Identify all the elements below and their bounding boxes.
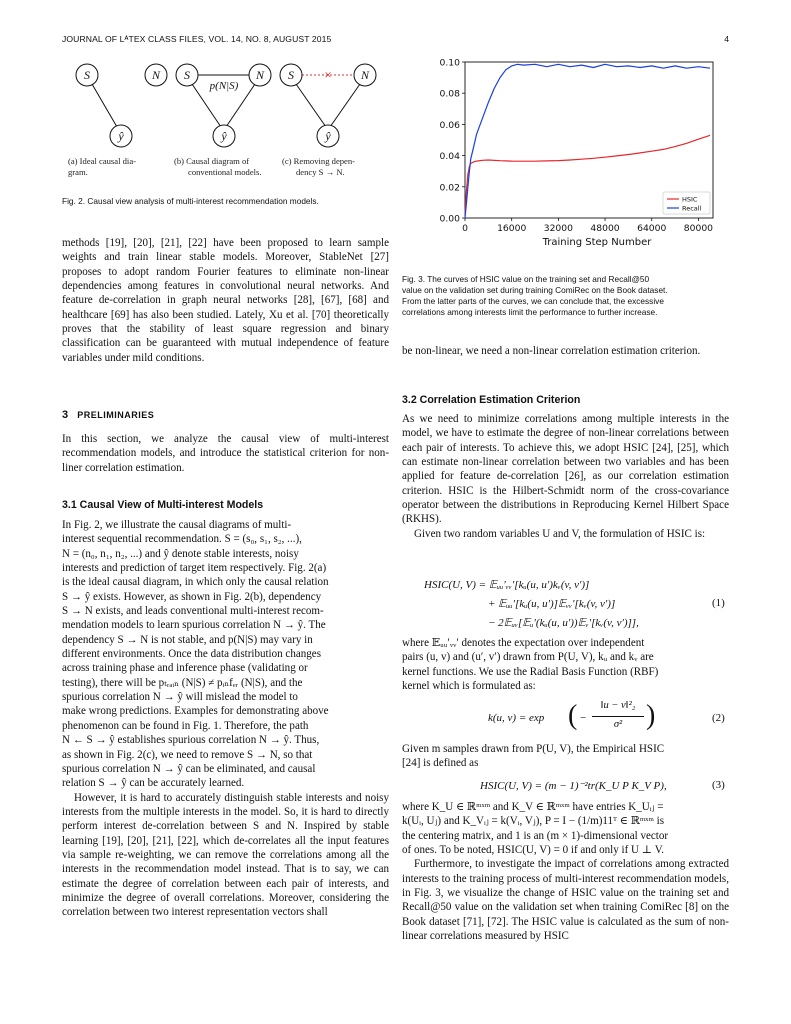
equation-2-open-paren: ( <box>568 700 578 731</box>
p31a-line: phenomenon can be found in Fig. 1. Therefore, the path <box>62 719 309 732</box>
subcaption-a-line2: gram. <box>68 167 88 177</box>
figure-2 <box>62 58 389 218</box>
page-number: 4 <box>724 34 729 44</box>
p31a-line: S → ŷ exists. However, as shown in Fig. 2(b), dependency <box>62 590 322 603</box>
continued-paragraph: be non-linear, we need a non-linear correlation estimation criterion. <box>402 345 701 357</box>
figure-3-caption-line: value on the validation set during training ComiRec on the Book dataset. <box>402 285 668 295</box>
node-a-y-label: ŷ <box>118 129 124 143</box>
x-tick-label: 64000 <box>637 223 667 234</box>
p31a-line: testing), there will be pₜᵣₐᵢₙ (N|S) ≠ pᵢₙfₑᵣ (N|S), and the <box>62 676 303 689</box>
node-b-n-label: N <box>255 68 265 82</box>
x-tick-label: 48000 <box>590 223 620 234</box>
node-a-n-label: N <box>151 68 161 82</box>
y-tick-label: 0.06 <box>439 119 460 131</box>
equation-3-number: (3) <box>712 779 725 791</box>
equation-2-fraction <box>568 698 658 738</box>
equation-2-fraction-bar <box>592 716 644 717</box>
figure-3-caption-line: From the latter parts of the curves, we can conclude that, the excessive <box>402 296 664 306</box>
p31a-line: N ← S → ŷ establishes spurious correlation N → ŷ. Thus, <box>62 734 320 747</box>
equation-1-line-3: − 2𝔼ᵤᵥ[𝔼ᵤ′(kᵤ(u, u′))𝔼ᵥ′[kᵥ(v, v′)]], <box>488 617 639 629</box>
node-b-s-label: S <box>184 68 190 82</box>
edge-c-s-y <box>296 84 326 127</box>
x-tick-label: 16000 <box>497 223 527 234</box>
empirical-hsic-line: [24] is defined as <box>402 757 479 770</box>
node-a-s-label: S <box>84 68 90 82</box>
equation-2-numerator: ‖u − v‖²₂ <box>600 700 636 711</box>
x-tick-label: 32000 <box>543 223 573 234</box>
node-b-y-label: ŷ <box>221 129 227 143</box>
p31a-line: across training phase and inference phase (validating or <box>62 662 308 675</box>
subcaption-b-line2: conventional models. <box>188 167 262 177</box>
matrix-definition-line: where K_U ∈ ℝᵐˣᵐ and K_V ∈ ℝᵐˣᵐ have entries K_Uᵢⱼ = <box>402 801 664 813</box>
y-tick-label: 0.00 <box>439 213 460 225</box>
equation-1-line-2: + 𝔼ᵤᵤ′[kᵤ(u, u′)]𝔼ᵥᵥ′[kᵥ(v, v′)] <box>488 598 616 610</box>
empirical-hsic-intro <box>402 742 729 771</box>
p31a-line: S → N exists, and leads conventional multi-interest recom- <box>62 605 324 618</box>
x-axis-label: Training Step Number <box>542 237 652 248</box>
edge-c-n-y <box>330 84 360 127</box>
p31a-line: interests and prediction of target item respectively. Fig. 2(a) <box>62 562 327 575</box>
p31a-line: different environments. Once the data distribution changes <box>62 648 322 661</box>
paragraph-3-2-a: As we need to minimize correlations among multiple interests in the model, we have to estimate the degree of non-linear correlations between each pair of interests. To achieve this, we adopt HSIC [24], [25], which can estimate non-linear correlation between two variables and has been applied for feature de-correlation [26], as our correlation estimation criterion. HSIC is the Hilbert-Schmidt norm of the cross-covariance operator between the distributions in Reproducing Kernel Hilbert Space (RKHS). <box>402 413 729 526</box>
rbf-paragraph-line: kernel which is formulated as: <box>402 680 536 693</box>
subsection-3-2-body <box>402 412 729 541</box>
rbf-paragraph <box>402 636 729 693</box>
p31a-line: spurious correlation N → ŷ can be eliminated, and causal <box>62 762 316 775</box>
p31a-line: as shown in Fig. 2(c), we need to remove S → N, so that <box>62 748 313 761</box>
legend-label-recall: Recall <box>682 204 702 213</box>
related-work-paragraph: methods [19], [20], [21], [22] have been proposed to learn sample weights and train linear stable models. Moreover, StableNet [27] proposes to adopt random Fourier features to eliminate non-linear dependencies among features in convolutional neural networks. And feature de-correlation in graph neural networks [28], [67], [68] and healthcare [69] has also been studied. Lately, Xu et al. [70] theoretically proves that the stability of least square regression and binary classification can be guaranteed with mutual independence of feature variables under mild conditions. <box>62 237 389 364</box>
figure-3-caption-line: Fig. 3. The curves of HSIC value on the training set and Recall@50 <box>402 274 650 284</box>
legend-label-hsic: HSIC <box>682 195 698 204</box>
right-column-top <box>402 344 729 358</box>
p31a-line: In Fig. 2, we illustrate the causal diagrams of multi- <box>62 519 292 531</box>
paragraph-3-1-b: However, it is hard to accurately distinguish stable interests and noisy interests from the multiple interests in the model. So, it is hard to directly perform interest de-correlation between S and N. Inspired by stable learning [19], [20], [21], [22], which de-correlates all the input features via sample re-weighting, we can remove the correlations among all the interests in the recommendation model instead. That is to say, we can estimate the degree of correlation between each pair of interests, and minimize the degree of overall correlations. Moreover, considering the correlation between two interest representation vectors shall <box>62 791 389 919</box>
equation-2-number: (2) <box>712 712 725 724</box>
equation-3: HSIC(U, V) = (m − 1)⁻²tr(K_U P K_V P), <box>480 780 667 792</box>
p31a-line: mendation models to learn spurious correlation N → ŷ. The <box>62 619 326 632</box>
subcaption-a <box>68 156 176 178</box>
y-tick-label: 0.10 <box>439 58 460 69</box>
section-3-intro <box>62 432 389 475</box>
removed-edge-mark: × <box>324 67 332 82</box>
running-header <box>62 34 729 48</box>
p31a-line: make wrong predictions. Examples for demonstrating above <box>62 705 329 718</box>
section-3-number: 3 <box>62 409 69 421</box>
rbf-paragraph-line: where 𝔼ᵤᵤ′ᵥᵥ′ denotes the expectation over independent <box>402 637 645 649</box>
y-tick-label: 0.08 <box>439 88 460 100</box>
p31a-line: interest sequential recommendation. S = (s₀, s₁, s₂, ...), <box>62 533 302 546</box>
matrix-definitions <box>402 800 729 943</box>
subsection-3-1-body <box>62 518 389 920</box>
p31a-line: dependency S → N is not stable, and p(N|S) may vary in <box>62 633 313 646</box>
x-tick-label: 80000 <box>683 223 714 234</box>
p31a-line: N = (n₀, n₁, n₂, ...) and ŷ denote stable interests, noisy <box>62 547 299 560</box>
section-3-heading <box>62 409 154 421</box>
node-c-n-label: N <box>360 68 370 82</box>
subcaption-a-line1: (a) Ideal causal dia- <box>68 156 136 166</box>
rbf-paragraph-line: kernel functions. We use the Radial Basis Function (RBF) <box>402 665 659 678</box>
x-tick-label: 0 <box>462 223 468 234</box>
y-tick-label: 0.02 <box>439 182 460 194</box>
hsic-recall-chart <box>420 58 720 258</box>
node-c-s-label: S <box>288 68 294 82</box>
section-3-title: PRELIMINARIES <box>77 410 155 420</box>
section-3-paragraph: In this section, we analyze the causal view of multi-interest recommendation models, and introduce the statistical criterion for non-liner correlation estimation. <box>62 433 389 474</box>
causal-diagrams <box>62 58 389 156</box>
equation-2-denominator: σ² <box>613 719 623 730</box>
equation-1-number: (1) <box>712 597 725 609</box>
subcaption-b-line1: (b) Causal diagram of <box>174 156 250 166</box>
subsection-3-2-title: 3.2 Correlation Estimation Criterion <box>402 394 581 406</box>
figure-3-caption <box>402 274 732 318</box>
matrix-definition-line: of ones. To be noted, HSIC(U, V) = 0 if and only if U ⊥ V. <box>402 844 665 857</box>
subcaption-c <box>282 156 392 178</box>
figure-3 <box>420 58 720 258</box>
matrix-definition-line: k(Uᵢ, Uⱼ) and K_Vᵢⱼ = k(Vᵢ, Vⱼ), P = I − (1/m)11ᵀ ∈ ℝᵐˣᵐ is <box>402 815 665 828</box>
equation-2-close-paren: ) <box>646 700 656 731</box>
figure-3-caption-line: correlations among interests limit the performance to further increase. <box>402 307 658 317</box>
subsection-3-1-title: 3.1 Causal View of Multi-interest Models <box>62 499 264 511</box>
empirical-hsic-line: Given m samples drawn from P(U, V), the Empirical HSIC <box>402 743 665 755</box>
journal-title: JOURNAL OF LᴬTEX CLASS FILES, VOL. 14, NO. 8, AUGUST 2015 <box>62 34 332 44</box>
node-c-y-label: ŷ <box>325 129 331 143</box>
edge-a-s-y <box>92 84 117 127</box>
left-column <box>62 236 389 365</box>
figure-2-caption: Fig. 2. Causal view analysis of multi-interest recommendation models. <box>62 196 319 206</box>
paragraph-3-2-b: Given two random variables U and V, the formulation of HSIC is: <box>414 527 706 540</box>
rbf-paragraph-line: pairs (u, v) and (u′, v′) drawn from P(U, V), kᵤ and kᵥ are <box>402 651 654 664</box>
equation-2-lhs: k(u, v) = exp <box>488 712 545 724</box>
paragraph-3-2-f: Furthermore, to investigate the impact of correlations among extracted interests to the training process of multi-interest recommendation models, in Fig. 3, we visualize the change of HSIC value on the training set and Recall@50 value on the validation set when training ComiRec [8] on the Book dataset [71], [72]. The HSIC value is calculated as the sum of non-linear correlations measured by HSIC <box>402 858 729 943</box>
subcaption-b <box>174 156 284 178</box>
matrix-definition-line: the centering matrix, and 1 is an (m × 1)-dimensional vector <box>402 829 669 842</box>
equation-1-line-1: HSIC(U, V) = 𝔼ᵤᵤ′ᵥᵥ′[kᵤ(u, u′)kᵥ(v, v′)] <box>424 579 590 591</box>
subcaption-c-line2: dency S → N. <box>296 167 345 177</box>
edge-label-p-n-s: p(N|S) <box>209 80 239 92</box>
y-tick-label: 0.04 <box>439 151 460 163</box>
p31a-line: is the ideal causal diagram, in which only the causal relation <box>62 576 329 589</box>
subcaption-c-line1: (c) Removing depen- <box>282 156 356 166</box>
equation-2-minus: − <box>580 712 587 724</box>
p31a-line: spurious correlation N → ŷ will mislead the model to <box>62 691 298 704</box>
p31a-line: relation S → ŷ can be accurately learned. <box>62 777 245 790</box>
